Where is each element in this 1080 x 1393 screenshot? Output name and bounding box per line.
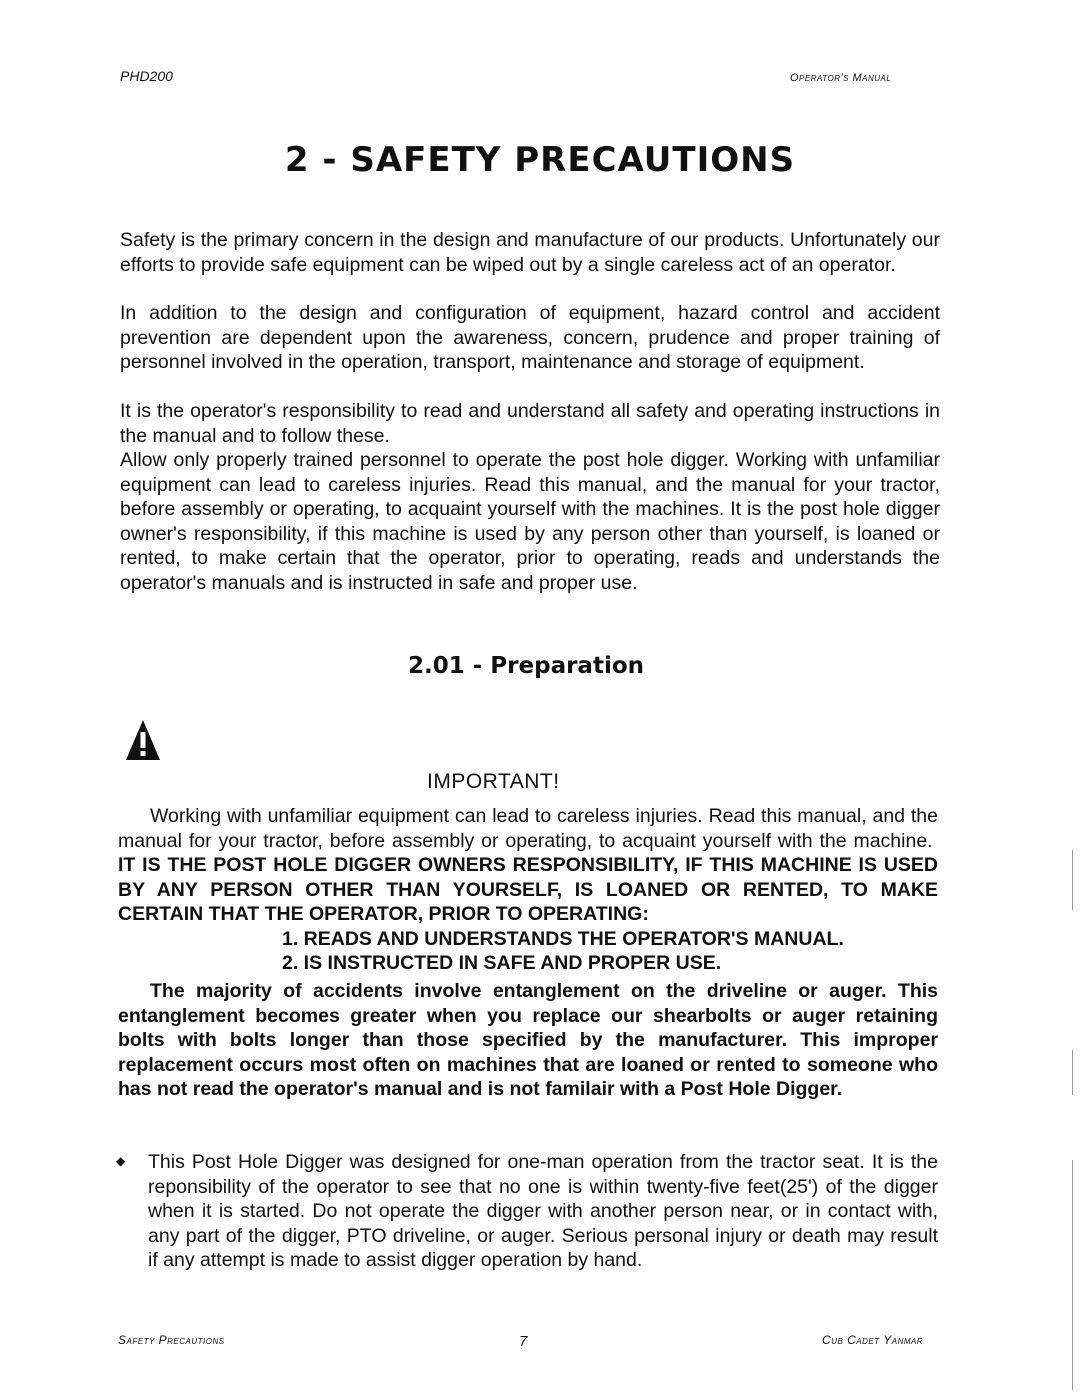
bullet-diamond-icon: ◆ (116, 1154, 126, 1168)
important-text (118, 804, 938, 927)
bullet-paragraph: This Post Hole Digger was designed for one-man operation from the tractor seat. It is the reponsibility of the operator to see that no one is within twenty-five feet(25') of the digger when it is started. Do not operate the digger with another person near, or in contact with, any part of the digger, PTO driveline, or auger. Serious personal injury or death may result if any attempt is made to assist digger operation by hand. (148, 1151, 938, 1271)
important-normal-text: Working with unfamiliar equipment can lead to careless injuries. Read this manual, and the manual for your tractor, before assembly or operating, to acquaint yourself with the machine. (118, 805, 938, 852)
important-label: IMPORTANT! (427, 770, 560, 793)
list-item: 1. READS AND UNDERSTANDS THE OPERATOR'S MANUAL. (282, 928, 844, 950)
footer-page-number: 7 (519, 1333, 528, 1350)
warning-triangle-icon (124, 718, 162, 762)
intro-paragraph-1: Safety is the primary concern in the design and manufacture of our products. Unfortunately our efforts to provide safe equipment can be wiped out by a single careless act of an operator. (120, 229, 940, 276)
footer-section-name: Safety Precautions (118, 1333, 225, 1347)
majority-text: The majority of accidents involve entanglement on the driveline or auger. This entanglement becomes greater when you replace our shearbolts or auger retaining bolts with bolts longer than those specified by the manufacturer. This improper replacement occurs most often on machines that are loaned or rented to someone who has not read the operator's manual and is not familair with a Post Hole Digger. (118, 980, 938, 1100)
majority-paragraph (118, 979, 938, 1102)
important-bold-text: IT IS THE POST HOLE DIGGER OWNERS RESPONSIBILITY, IF THIS MACHINE IS USED BY ANY PERSON OTHER THAN YOURSELF, IS LOANED OR RENTED, TO MAKE CERTAIN THAT THE OPERATOR, PRIOR TO OPERATING: (118, 854, 938, 925)
intro-paragraph-2: In addition to the design and configuration of equipment, hazard control and accident prevention are dependent upon the awareness, concern, prudence and proper training of personnel involved in the operation, transport, maintenance and storage of equipment. (120, 302, 940, 373)
list-item: 2. IS INSTRUCTED IN SAFE AND PROPER USE. (282, 952, 722, 974)
scan-edge-line (1072, 1160, 1073, 1390)
header-model: PHD200 (120, 68, 173, 84)
section-title: 2.01 - Preparation (408, 653, 645, 679)
header-manual-title: Operator's Manual (790, 72, 892, 84)
scan-edge-line (1072, 1050, 1073, 1095)
scan-edge-line (1072, 850, 1073, 910)
footer-brand: Cub Cadet Yanmar (822, 1333, 924, 1347)
page-title: 2 - SAFETY PRECAUTIONS (284, 140, 796, 180)
intro-paragraph-4: Allow only properly trained personnel to operate the post hole digger. Working with unfamiliar equipment can lead to careless injuries. Read this manual, and the manual for your tractor, before assembly or operating, to acquaint yourself with the machines. It is the post hole digger owner's responsibility, if this machine is used by any person other than yourself, is loaned or rented, to make certain that the operator, prior to operating, reads and understands the operator's manuals and is instructed in safe and proper use. (120, 449, 940, 594)
intro-paragraph-3: It is the operator's responsibility to read and understand all safety and operating instructions in the manual and to follow these. (120, 400, 940, 447)
